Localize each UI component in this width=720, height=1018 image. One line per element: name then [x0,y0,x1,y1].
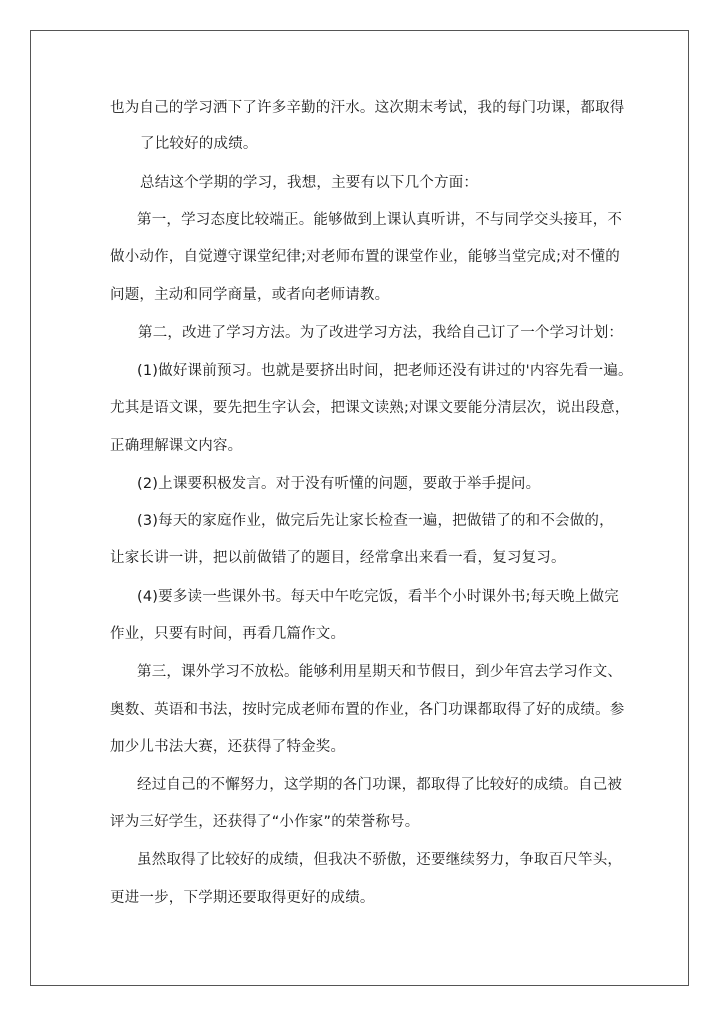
text-line: 尤其是语文课，要先把生字认会，把课文读熟;对课文要能分清层次，说出段意， [110,400,630,416]
text-line: 第一，学习态度比较端正。能够做到上课认真听讲，不与同学交头接耳，不 [137,212,623,228]
text-line: 虽然取得了比较好的成绩，但我决不骄傲，还要继续努力，争取百尺竿头， [137,852,623,868]
text-line: 作业，只要有时间，再看几篇作文。 [110,626,346,642]
text-line: (3)每天的家庭作业，做完后先让家长检查一遍，把做错了的和不会做的， [137,513,614,529]
text-line: 总结这个学期的学习，我想，主要有以下几个方面： [140,175,479,191]
text-line: 奥数、英语和书法，按时完成老师布置的作业，各门功课都取得了好的成绩。参 [110,702,625,718]
text-line: 正确理解课文内容。 [110,438,243,454]
text-line: 评为三好学生，还获得了“小作家”的荣誉称号。 [110,814,420,830]
text-line: 第三，课外学习不放松。能够利用星期天和节假日，到少年宫去学习作文、 [137,664,623,680]
text-line: 经过自己的不懈努力，这学期的各门功课，都取得了比较好的成绩。自己被 [137,777,623,793]
text-line: 做小动作，自觉遵守课堂纪律;对老师布置的课堂作业，能够当堂完成;对不懂的 [110,249,620,265]
text-line: 加少儿书法大赛，还获得了特金奖。 [110,739,346,755]
text-line: 第二，改进了学习方法。为了改进学习方法，我给自己订了一个学习计划： [138,325,624,341]
text-line: 更进一步，下学期还要取得更好的成绩。 [110,890,375,906]
text-line: (4)要多读一些课外书。每天中午吃完饭，看半个小时课外书;每天晚上做完 [137,589,619,605]
text-line: 让家长讲一讲，把以前做错了的题目，经常拿出来看一看，复习复习。 [110,550,566,566]
text-line: (2)上课要积极发言。对于没有听懂的问题，要敢于举手提问。 [137,476,541,492]
text-line: 了比较好的成绩。 [140,136,258,152]
text-line: 也为自己的学习洒下了许多辛勤的汗水。这次期末考试，我的每门功课，都取得 [110,100,625,116]
text-line: 问题，主动和同学商量，或者向老师请教。 [110,287,390,303]
text-line: (1)做好课前预习。也就是要挤出时间，把老师还没有讲过的'内容先看一遍。 [137,363,633,379]
